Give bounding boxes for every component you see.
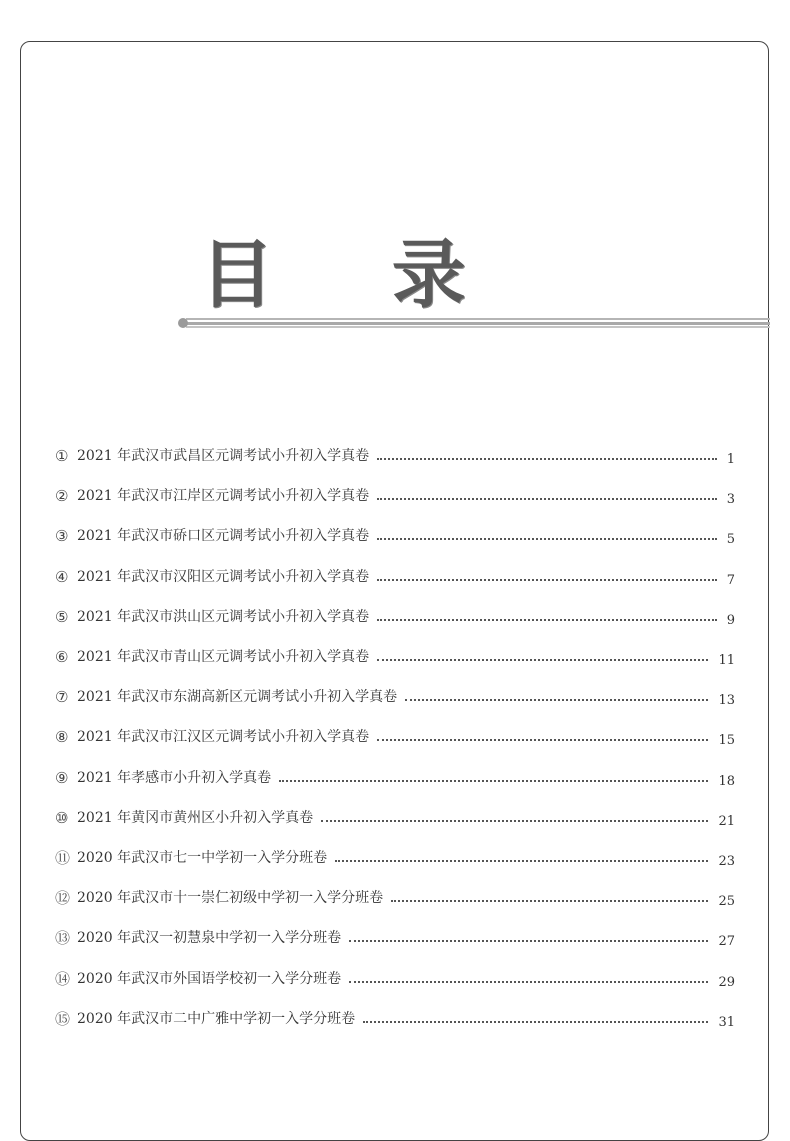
toc-entry-number: ⑦ <box>55 688 69 707</box>
toc-entry-number: ⑩ <box>55 808 69 827</box>
toc-entry[interactable] <box>55 766 735 790</box>
toc-entry-number: ⑥ <box>55 648 69 666</box>
toc-entry[interactable] <box>55 565 735 589</box>
toc-entry-page: 31 <box>718 1014 735 1030</box>
toc-entry-title: 2021 年孝感市小升初入学真卷 <box>77 769 272 786</box>
toc-leader-dots <box>335 860 708 862</box>
underline-stripe <box>186 318 770 320</box>
toc-entry[interactable] <box>55 806 735 830</box>
underline-bullet-icon <box>178 318 188 328</box>
toc-entry-number: ② <box>55 487 69 506</box>
toc-entry[interactable] <box>55 605 735 629</box>
toc-entry-number: ⑬ <box>55 929 71 948</box>
toc-leader-dots <box>377 659 708 661</box>
toc-entry-number: ⑤ <box>55 607 69 626</box>
toc-entry-number: ⑮ <box>55 1009 71 1028</box>
toc-entry-title: 2021 年武汉市东湖高新区元调考试小升初入学真卷 <box>77 689 398 706</box>
toc-entry-number: ⑭ <box>55 969 71 988</box>
toc-entry-number: ⑫ <box>55 889 71 908</box>
toc-entry-page: 5 <box>726 532 735 548</box>
toc-entry-title: 2020 年武汉市外国语学校初一入学分班卷 <box>77 970 342 987</box>
toc-entry[interactable] <box>55 645 735 669</box>
underline-stripe <box>186 326 770 328</box>
toc-entry-title: 2021 年武汉市武昌区元调考试小升初入学真卷 <box>77 448 370 464</box>
toc-entry-page: 3 <box>726 492 735 508</box>
toc-entry-page: 23 <box>718 854 735 869</box>
toc-entry-title: 2021 年武汉市硚口区元调考试小升初入学真卷 <box>77 528 370 545</box>
toc-leader-dots <box>405 699 708 701</box>
toc-entry-title: 2021 年武汉市汉阳区元调考试小升初入学真卷 <box>77 568 370 585</box>
toc-entry-page: 27 <box>718 934 735 950</box>
toc-entry-number: ⑪ <box>55 849 71 867</box>
toc-entry[interactable] <box>55 725 735 749</box>
toc-entry-page: 7 <box>726 572 735 588</box>
toc-entry-page: 21 <box>718 813 735 829</box>
toc-entry[interactable] <box>55 1007 735 1031</box>
toc-entry-title: 2020 年武汉市二中广雅中学初一入学分班卷 <box>77 1010 356 1027</box>
toc-entry-title: 2020 年武汉市七一中学初一入学分班卷 <box>77 850 328 866</box>
toc-entry-page: 1 <box>726 452 735 467</box>
toc-leader-dots <box>377 498 717 500</box>
toc-leader-dots <box>377 579 717 581</box>
underline-stripe <box>186 322 770 325</box>
toc-leader-dots <box>321 820 708 822</box>
toc-leader-dots <box>363 1021 708 1023</box>
toc-entry-number: ③ <box>55 527 69 546</box>
toc-leader-dots <box>349 940 708 942</box>
toc-entry-number: ④ <box>55 567 69 586</box>
toc-entry-page: 15 <box>718 733 735 749</box>
title-underline <box>178 316 770 330</box>
toc-leader-dots <box>349 981 708 983</box>
toc-entry-title: 2020 年武汉市十一崇仁初级中学初一入学分班卷 <box>77 890 384 907</box>
toc-entry[interactable] <box>55 886 735 910</box>
toc-entry[interactable] <box>55 444 735 468</box>
toc-entry-title: 2021 年武汉市洪山区元调考试小升初入学真卷 <box>77 608 370 625</box>
toc-entry-title: 2020 年武汉一初慧泉中学初一入学分班卷 <box>77 930 342 947</box>
page-title: 目 录 <box>200 232 512 318</box>
toc-entry-title: 2021 年武汉市江岸区元调考试小升初入学真卷 <box>77 488 370 505</box>
toc-entry[interactable] <box>55 967 735 991</box>
toc-entry-number: ⑧ <box>55 728 69 747</box>
toc-entry[interactable] <box>55 484 735 508</box>
toc-entry[interactable] <box>55 926 735 950</box>
toc-entry[interactable] <box>55 846 735 870</box>
toc-leader-dots <box>391 900 708 902</box>
toc-entry-page: 11 <box>718 653 735 668</box>
toc-entry-title: 2021 年黄冈市黄州区小升初入学真卷 <box>77 809 314 826</box>
toc-entry-page: 25 <box>718 894 735 910</box>
toc-leader-dots <box>377 739 708 741</box>
toc-entry-page: 9 <box>726 612 735 628</box>
toc-entry-page: 29 <box>718 974 735 990</box>
toc-entry-page: 18 <box>718 773 735 789</box>
toc-leader-dots <box>279 780 708 782</box>
toc-leader-dots <box>377 458 717 460</box>
toc-entry[interactable] <box>55 524 735 548</box>
toc-entry-page: 13 <box>718 693 735 709</box>
toc-leader-dots <box>377 538 717 540</box>
toc-entry-number: ⑨ <box>55 768 69 787</box>
toc-leader-dots <box>377 619 717 621</box>
toc-entry-number: ① <box>55 447 69 465</box>
toc-entry-title: 2021 年武汉市江汉区元调考试小升初入学真卷 <box>77 729 370 746</box>
toc-entry[interactable] <box>55 685 735 709</box>
toc-entry-title: 2021 年武汉市青山区元调考试小升初入学真卷 <box>77 649 370 665</box>
